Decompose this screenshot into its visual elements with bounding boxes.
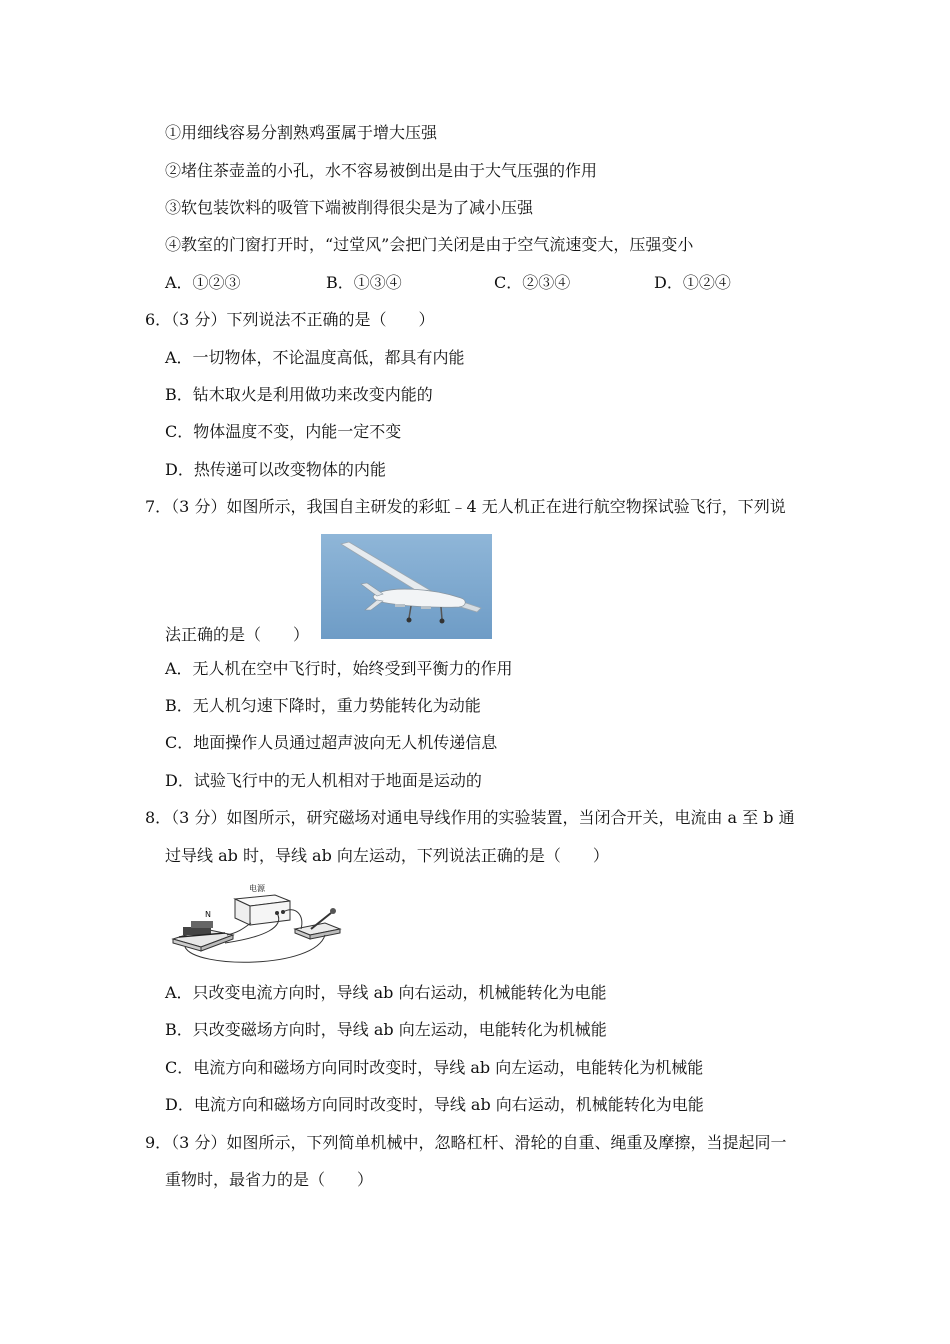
q5-item-4: ④教室的门窗打开时，“过堂风”会把门关闭是由于空气流速变大，压强变小 <box>165 235 694 254</box>
q5-option-a: A．①②③ <box>165 273 241 292</box>
circuit-diagram <box>165 877 345 972</box>
q5-item-3: ③软包装饮料的吸管下端被削得很尖是为了减小压强 <box>165 198 534 217</box>
q9-stem: 9．（3 分）如图所示，下列简单机械中，忽略杠杆、滑轮的自重、绳重及摩擦，当提起同一 <box>145 1133 787 1152</box>
q5-option-d: D．①②④ <box>654 273 731 292</box>
q7-stem: 7．（3 分）如图所示，我国自主研发的彩虹﹣4 无人机正在进行航空物探试验飞行，下列说 <box>145 497 786 516</box>
q5-item-2: ②堵住茶壶盖的小孔，水不容易被倒出是由于大气压强的作用 <box>165 161 598 180</box>
q7-option-a: A．无人机在空中飞行时，始终受到平衡力的作用 <box>165 659 513 678</box>
q8-option-c: C．电流方向和磁场方向同时改变时，导线 ab 向左运动，电能转化为机械能 <box>165 1058 704 1077</box>
q7-option-d: D．试验飞行中的无人机相对于地面是运动的 <box>165 771 482 790</box>
q6-option-d: D．热传递可以改变物体的内能 <box>165 460 386 479</box>
drone-photo <box>321 534 492 639</box>
q8-option-a: A．只改变电流方向时，导线 ab 向右运动，机械能转化为电能 <box>165 983 607 1002</box>
q9-stem-continued: 重物时，最省力的是（ ） <box>165 1170 374 1189</box>
q6-option-c: C．物体温度不变，内能一定不变 <box>165 422 402 441</box>
q8-option-d: D．电流方向和磁场方向同时改变时，导线 ab 向右运动，机械能转化为电能 <box>165 1095 704 1114</box>
q7-option-b: B．无人机匀速下降时，重力势能转化为动能 <box>165 696 481 715</box>
q6-option-b: B．钻木取火是利用做功来改变内能的 <box>165 385 433 404</box>
q8-stem-continued: 过导线 ab 时，导线 ab 向左运动，下列说法正确的是（ ） <box>165 846 609 865</box>
q6-option-a: A．一切物体，不论温度高低，都具有内能 <box>165 348 465 367</box>
q8-stem: 8．（3 分）如图所示，研究磁场对通电导线作用的实验装置，当闭合开关，电流由 a 至 b 通 <box>145 808 795 827</box>
q8-option-b: B．只改变磁场方向时，导线 ab 向左运动，电能转化为机械能 <box>165 1020 607 1039</box>
q6-stem: 6．（3 分）下列说法不正确的是（ ） <box>145 310 435 329</box>
q5-item-1: ①用细线容易分割熟鸡蛋属于增大压强 <box>165 123 438 142</box>
magnet-n-label: N <box>205 910 211 919</box>
q7-option-c: C．地面操作人员通过超声波向无人机传递信息 <box>165 733 498 752</box>
power-supply-label: 电源 <box>249 884 265 893</box>
q5-option-b: B．①③④ <box>326 273 402 292</box>
q5-option-c: C．②③④ <box>494 273 571 292</box>
q7-stem-continued: 法正确的是（ ） <box>165 625 310 644</box>
